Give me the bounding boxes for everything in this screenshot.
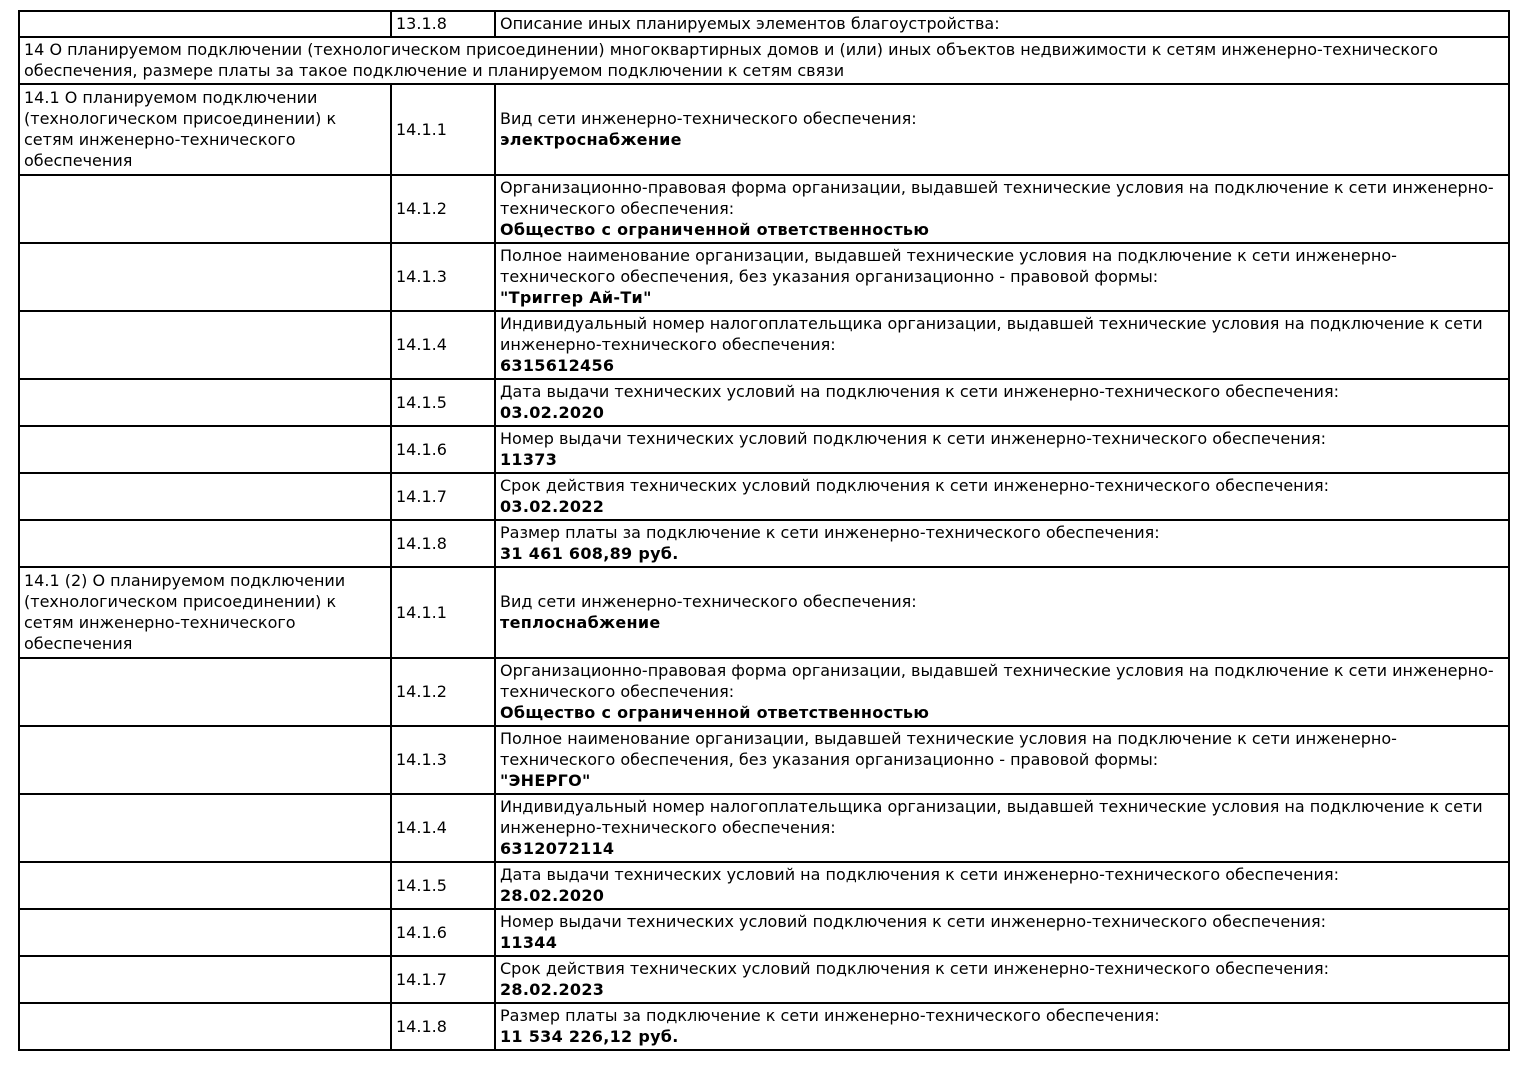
field-cell — [495, 1003, 1509, 1050]
field-value: 28.02.2023 — [500, 980, 605, 999]
row-code: 14.1.6 — [391, 909, 495, 956]
section-label-cell-empty — [19, 956, 391, 1003]
section-label-cell-empty — [19, 311, 391, 379]
field-label: Полное наименование организации, выдавшей технические условия на подключение к сети инженерно-технического обеспечения, без указания организационно - правовой формы: — [500, 246, 1397, 286]
field-cell — [495, 862, 1509, 909]
section-label-cell-empty — [19, 243, 391, 311]
field-label: Индивидуальный номер налогоплательщика организации, выдавшей технические условия на подключение к сети инженерно-технического обеспечения: — [500, 314, 1483, 354]
section-label-cell-empty — [19, 862, 391, 909]
table-row — [19, 658, 1509, 726]
field-label: Описание иных планируемых элементов благоустройства: — [500, 14, 1000, 33]
section-label-cell-empty — [19, 794, 391, 862]
table-row — [19, 379, 1509, 426]
row-code: 14.1.8 — [391, 520, 495, 567]
field-value: 28.02.2020 — [500, 886, 605, 905]
section-label-cell: 14.1 О планируемом подключении (технологическом присоединении) к сетям инженерно-технического обеспечения — [19, 84, 391, 175]
field-cell — [495, 794, 1509, 862]
table-row — [19, 794, 1509, 862]
field-label: Полное наименование организации, выдавшей технические условия на подключение к сети инженерно-технического обеспечения, без указания организационно - правовой формы: — [500, 729, 1397, 769]
row-code: 14.1.5 — [391, 379, 495, 426]
table-row — [19, 311, 1509, 379]
row-code: 14.1.3 — [391, 243, 495, 311]
field-value: Общество с ограниченной ответственностью — [500, 220, 930, 239]
field-cell — [495, 956, 1509, 1003]
field-label: Размер платы за подключение к сети инженерно-технического обеспечения: — [500, 523, 1160, 542]
field-label: Номер выдачи технических условий подключения к сети инженерно-технического обеспечения: — [500, 429, 1327, 448]
field-label: Срок действия технических условий подключения к сети инженерно-технического обеспечения: — [500, 476, 1330, 495]
field-label: Дата выдачи технических условий на подключения к сети инженерно-технического обеспечения: — [500, 865, 1339, 884]
field-cell — [495, 473, 1509, 520]
table-row-13-1-8 — [19, 11, 1509, 37]
table-row — [19, 473, 1509, 520]
table-row — [19, 175, 1509, 243]
field-value: 11373 — [500, 450, 558, 469]
declaration-table — [18, 10, 1510, 1051]
section-14-title: 14 О планируемом подключении (технологическом присоединении) многоквартирных домов и (или) иных объектов недвижимости к сетям инженерно-технического обеспечения, размере платы за такое подключение и планируемом подключении к сетям связи — [19, 37, 1509, 84]
row-code: 14.1.1 — [391, 84, 495, 175]
field-value: 11 534 226,12 руб. — [500, 1027, 679, 1046]
section-label-cell-empty — [19, 11, 391, 37]
section-label-cell-empty — [19, 473, 391, 520]
field-cell — [495, 567, 1509, 658]
section-label-cell-empty — [19, 1003, 391, 1050]
field-value: Общество с ограниченной ответственностью — [500, 703, 930, 722]
row-code: 14.1.1 — [391, 567, 495, 658]
table-row — [19, 567, 1509, 658]
row-code: 14.1.7 — [391, 956, 495, 1003]
section-label-cell: 14.1 (2) О планируемом подключении (технологическом присоединении) к сетям инженерно-технического обеспечения — [19, 567, 391, 658]
field-label: Вид сети инженерно-технического обеспечения: — [500, 592, 917, 611]
field-label: Вид сети инженерно-технического обеспечения: — [500, 109, 917, 128]
field-cell — [495, 84, 1509, 175]
row-code: 14.1.4 — [391, 311, 495, 379]
field-label: Срок действия технических условий подключения к сети инженерно-технического обеспечения: — [500, 959, 1330, 978]
table-row — [19, 243, 1509, 311]
field-value: теплоснабжение — [500, 613, 661, 632]
field-cell — [495, 726, 1509, 794]
field-value: электроснабжение — [500, 130, 682, 149]
section-label-cell-empty — [19, 379, 391, 426]
row-code: 14.1.3 — [391, 726, 495, 794]
field-cell — [495, 379, 1509, 426]
field-cell — [495, 520, 1509, 567]
row-code: 14.1.2 — [391, 658, 495, 726]
table-row — [19, 862, 1509, 909]
row-code: 14.1.7 — [391, 473, 495, 520]
field-cell — [495, 175, 1509, 243]
field-cell — [495, 11, 1509, 37]
field-value: 6312072114 — [500, 839, 615, 858]
field-cell — [495, 243, 1509, 311]
field-value: 03.02.2020 — [500, 403, 605, 422]
field-value: "Триггер Ай-Ти" — [500, 288, 652, 307]
field-value: 03.02.2022 — [500, 497, 605, 516]
section-label-cell-empty — [19, 909, 391, 956]
table-row — [19, 520, 1509, 567]
table-row — [19, 426, 1509, 473]
field-value: 6315612456 — [500, 356, 615, 375]
section-label-cell-empty — [19, 426, 391, 473]
row-code: 14.1.8 — [391, 1003, 495, 1050]
section-label-cell-empty — [19, 520, 391, 567]
table-row — [19, 726, 1509, 794]
field-value: 11344 — [500, 933, 558, 952]
field-value: "ЭНЕРГО" — [500, 771, 591, 790]
row-code: 14.1.5 — [391, 862, 495, 909]
field-cell — [495, 658, 1509, 726]
field-cell — [495, 311, 1509, 379]
field-label: Организационно-правовая форма организации, выдавшей технические условия на подключение к сети инженерно-технического обеспечения: — [500, 661, 1494, 701]
table-row — [19, 84, 1509, 175]
table-row — [19, 909, 1509, 956]
row-code: 13.1.8 — [391, 11, 495, 37]
field-label: Дата выдачи технических условий на подключения к сети инженерно-технического обеспечения: — [500, 382, 1339, 401]
field-label: Номер выдачи технических условий подключения к сети инженерно-технического обеспечения: — [500, 912, 1327, 931]
section-label-cell-empty — [19, 726, 391, 794]
row-code: 14.1.2 — [391, 175, 495, 243]
field-label: Индивидуальный номер налогоплательщика организации, выдавшей технические условия на подключение к сети инженерно-технического обеспечения: — [500, 797, 1483, 837]
row-code: 14.1.4 — [391, 794, 495, 862]
section-label-cell-empty — [19, 658, 391, 726]
field-value: 31 461 608,89 руб. — [500, 544, 679, 563]
section-label-cell-empty — [19, 175, 391, 243]
row-code: 14.1.6 — [391, 426, 495, 473]
section-14-header-row — [19, 37, 1509, 84]
field-label: Размер платы за подключение к сети инженерно-технического обеспечения: — [500, 1006, 1160, 1025]
field-cell — [495, 909, 1509, 956]
table-row — [19, 956, 1509, 1003]
table-row — [19, 1003, 1509, 1050]
field-label: Организационно-правовая форма организации, выдавшей технические условия на подключение к сети инженерно-технического обеспечения: — [500, 178, 1494, 218]
field-cell — [495, 426, 1509, 473]
